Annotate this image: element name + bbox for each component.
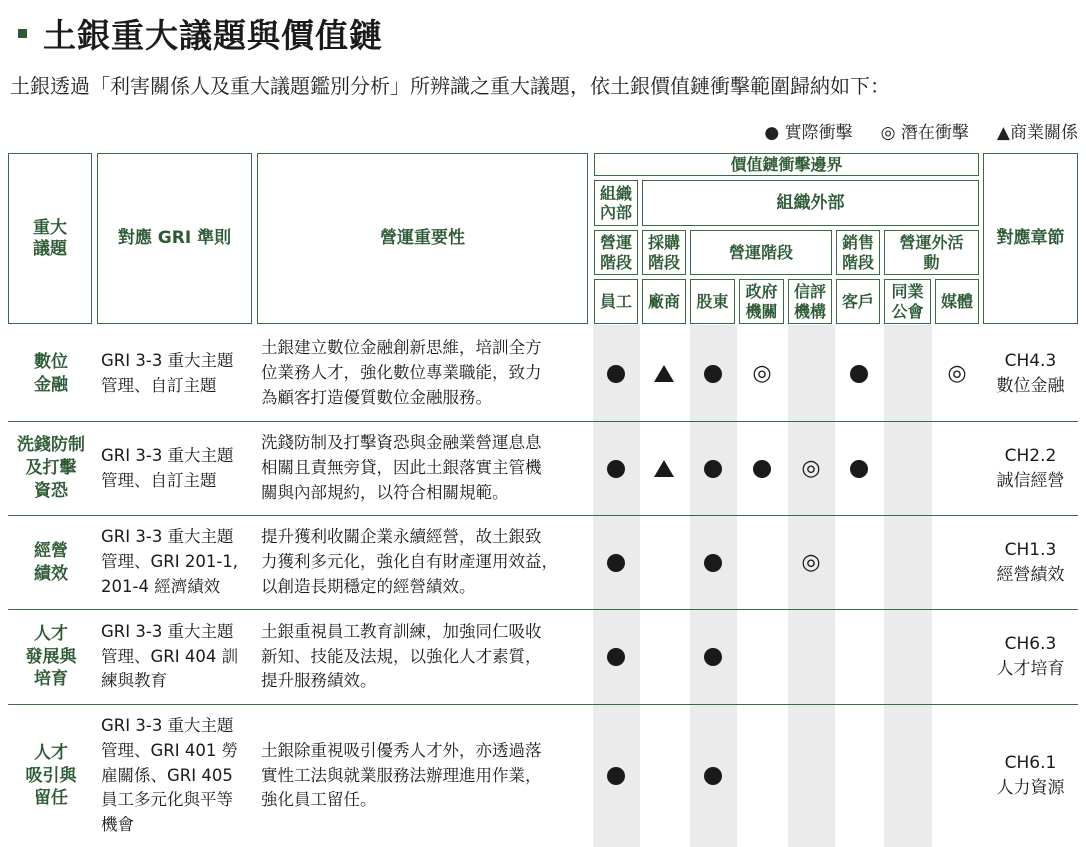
importance-cell-line: 洗錢防制及打擊資恐與金融業營運息息 [261,433,542,453]
gri-cell-line: GRI 3-3 重大主題 [101,350,234,370]
actual-impact-marker [592,610,640,704]
header-external: 組織外部 [642,180,979,226]
gri-cell-line: 雇關係、GRI 405 [101,765,233,785]
gri-cell-line: GRI 3-3 重大主題 [101,716,234,736]
actual-impact-marker [689,705,737,847]
stakeholder-media: 媒體 [935,279,979,324]
importance-cell-line: 土銀重視員工教育訓練，加強同仁吸收 [261,621,542,641]
stage-procurement: 採購階段 [642,230,686,275]
potential-impact-marker [787,422,835,515]
gri-cell-line: 機會 [101,815,134,835]
topic-cell [8,516,94,609]
legend-actual: ● 實際衝擊 [764,123,853,143]
chapter-cell [983,610,1078,704]
header-boundary: 價值鏈衝擊邊界 [594,153,979,176]
triangle-icon [654,365,674,382]
double-circle-icon: ◎ [801,550,821,575]
gri-cell-line: 員工多元化與平等 [101,790,233,810]
actual-impact-marker [592,516,640,609]
importance-cell [261,422,591,515]
filled-circle-icon [753,460,771,478]
gri-cell [101,516,253,609]
topic-cell-line: 數位 [34,351,68,372]
stakeholder-government: 政府機關 [739,279,784,324]
header-chapter: 對應章節 [983,153,1078,324]
page-title: 土銀重大議題與價值鏈 [43,15,383,55]
actual-impact-marker [592,422,640,515]
filled-circle-icon [607,767,625,785]
importance-cell-line: 新知、技能及法規，以強化人才素質， [261,646,542,666]
chapter-cell-line: CH4.3 [1004,350,1057,371]
topic-cell-line: 績效 [34,563,68,584]
legend [764,118,1078,143]
importance-cell-line: 土銀建立數位金融創新思維，培訓全方 [261,338,542,358]
chapter-cell [983,326,1078,421]
gri-cell [101,422,253,515]
importance-cell [261,705,591,847]
gri-cell-line: 練與教育 [101,671,167,691]
stakeholder-rating-agency: 信評機構 [788,279,832,324]
gri-cell-line: GRI 3-3 重大主題 [101,445,234,465]
actual-impact-marker [835,422,883,515]
gri-cell [101,326,253,421]
topic-cell-line: 人才 [34,742,68,763]
importance-cell [261,516,591,609]
actual-impact-marker [689,610,737,704]
importance-cell [261,610,591,704]
stage-sales: 銷售階段 [836,230,880,275]
filled-circle-icon [850,460,868,478]
importance-cell-line: 為顧客打造優質數位金融服務。 [261,387,492,407]
legend-business: ▲商業關係 [996,123,1078,143]
stage-operation-internal: 營運階段 [594,230,638,275]
page-title-block [18,10,383,56]
filled-circle-icon [704,365,722,383]
topic-cell-line: 留任 [34,788,68,809]
filled-circle-icon [607,460,625,478]
gri-cell-line: 管理、自訂主題 [101,375,217,395]
topic-cell-line: 人才 [34,623,68,644]
business-impact-marker [640,422,688,515]
actual-impact-marker [592,705,640,847]
filled-circle-icon [850,365,868,383]
header-gri: 對應 GRI 準則 [97,153,252,324]
gri-cell [101,610,253,704]
column-bg-association [884,325,932,847]
stakeholder-customer: 客戶 [836,279,880,324]
stage-non-operation: 營運外活動 [884,230,979,275]
header-internal: 組織內部 [594,180,638,226]
actual-impact-marker [835,326,883,421]
importance-cell [261,326,591,421]
gri-cell-line: 201-4 經濟績效 [101,576,221,596]
importance-cell-line: 以創造長期穩定的經營績效。 [261,576,476,596]
importance-cell-line: 土銀除重視吸引優秀人才外，亦透過落 [261,740,542,760]
title-square-icon [18,29,27,38]
chapter-cell [983,516,1078,609]
chapter-cell-line: 經營績效 [996,564,1065,585]
topic-cell-line: 資恐 [34,480,68,501]
actual-impact-marker [689,326,737,421]
stakeholder-employee: 員工 [594,279,638,324]
potential-impact-marker [933,326,981,421]
filled-circle-icon [607,554,625,572]
chapter-cell [983,422,1078,515]
gri-cell-line: 管理、GRI 401 勞 [101,740,239,760]
actual-impact-marker [592,326,640,421]
topic-cell [8,705,94,847]
filled-circle-icon [704,767,722,785]
intro-text: 土銀透過「利害關係人及重大議題鑑別分析」所辨識之重大議題，依土銀價值鏈衝擊範圍歸納如下： [10,74,890,98]
topic-cell-line: 金融 [34,374,68,395]
importance-cell-line: 力獲利多元化，強化自有財產運用效益， [261,552,558,572]
gri-cell-line: 管理、自訂主題 [101,470,217,490]
filled-circle-icon [607,648,625,666]
potential-impact-marker [787,516,835,609]
header-topic: 重大議題 [8,153,92,324]
topic-cell [8,326,94,421]
actual-impact-marker [689,422,737,515]
stakeholder-supplier: 廠商 [642,279,686,324]
chapter-cell-line: 人才培育 [996,659,1065,679]
importance-cell-line: 相關且責無旁貸，因此土銀落實主管機 [261,458,542,478]
topic-cell [8,422,94,515]
topic-cell [8,610,94,704]
topic-cell-line: 及打擊 [25,458,77,479]
double-circle-icon: ◎ [752,361,772,386]
chapter-cell-line: CH6.1 [1004,753,1057,774]
gri-cell [101,705,253,847]
double-circle-icon: ◎ [947,361,967,386]
topic-cell-line: 培育 [34,669,68,690]
chapter-cell-line: 人力資源 [996,778,1065,798]
gri-cell-line: GRI 3-3 重大主題 [101,621,234,641]
importance-cell-line: 關與內部規約，以符合相關規範。 [261,482,509,502]
importance-cell-line: 位業務人才，強化數位專業職能，致力 [261,363,542,383]
filled-circle-icon [607,365,625,383]
legend-potential: ◎ 潛在衝擊 [880,123,969,143]
business-impact-marker [640,326,688,421]
double-circle-icon: ◎ [801,456,821,481]
chapter-cell [983,705,1078,847]
stakeholder-association: 同業公會 [884,279,931,324]
chapter-cell-line: CH1.3 [1004,539,1057,560]
topic-cell-line: 吸引與 [25,765,77,786]
stage-operation-external: 營運階段 [690,230,832,275]
stakeholder-shareholder: 股東 [690,279,735,324]
chapter-cell-line: CH6.3 [1004,634,1057,655]
gri-cell-line: 管理、GRI 404 訓 [101,646,239,666]
header-importance: 營運重要性 [257,153,588,324]
importance-cell-line: 提升獲利收關企業永續經營，故土銀致 [261,527,542,547]
importance-cell-line: 強化員工留任。 [261,790,377,810]
filled-circle-icon [704,554,722,572]
potential-impact-marker [738,326,786,421]
chapter-cell-line: CH2.2 [1004,445,1057,466]
topic-cell-line: 發展與 [25,646,77,667]
actual-impact-marker [689,516,737,609]
importance-cell-line: 提升服務績效。 [261,671,377,691]
filled-circle-icon [704,460,722,478]
gri-cell-line: 管理、GRI 201-1, [101,552,239,572]
topic-cell-line: 經營 [34,540,68,561]
filled-circle-icon [704,648,722,666]
topic-cell-line: 洗錢防制 [17,435,85,456]
importance-cell-line: 實性工法與就業服務法辦理進用作業， [261,765,542,785]
gri-cell-line: GRI 3-3 重大主題 [101,527,234,547]
triangle-icon [654,460,674,477]
chapter-cell-line: 誠信經營 [996,470,1065,491]
chapter-cell-line: 數位金融 [996,375,1065,396]
actual-impact-marker [738,422,786,515]
